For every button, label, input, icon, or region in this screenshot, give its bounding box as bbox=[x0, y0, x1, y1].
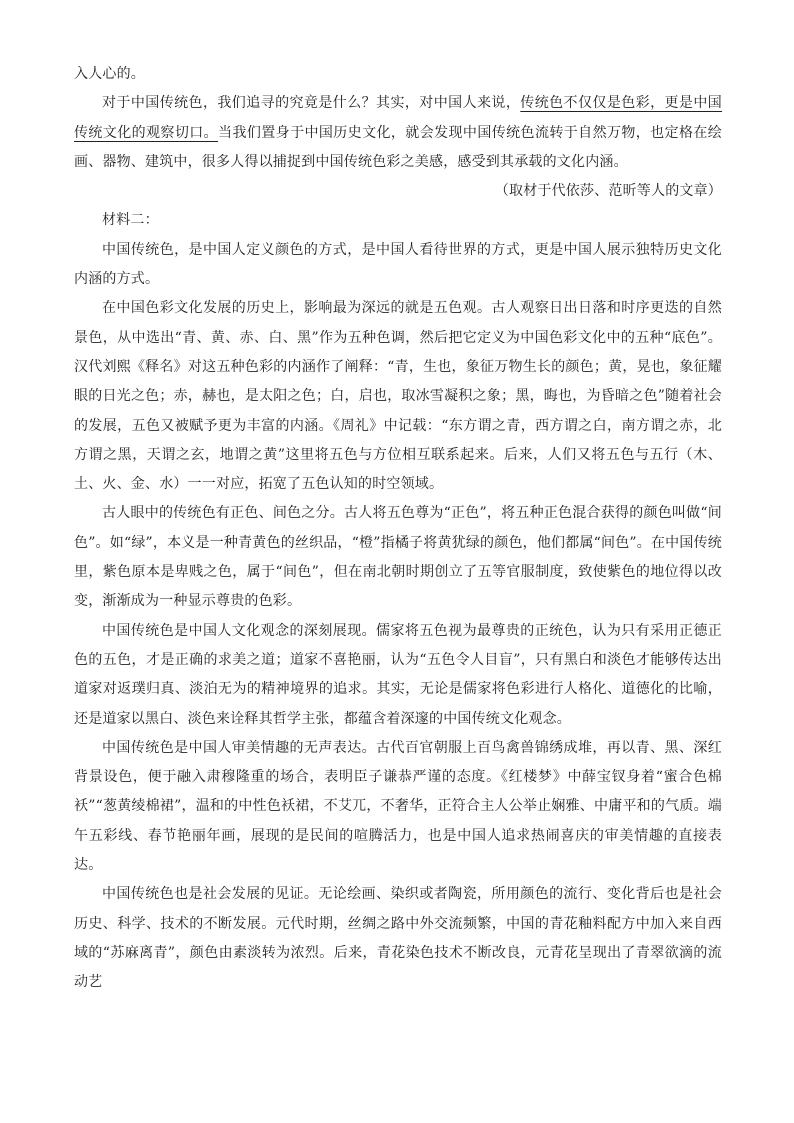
underlined-sentence: 传统色不仅仅是色彩，更是中国传统文化的观察切口。 bbox=[74, 95, 722, 141]
paragraph-definition: 中国传统色，是中国人定义颜色的方式，是中国人看待世界的方式，更是中国人展示独特历史文化内涵的方式。 bbox=[74, 241, 722, 288]
paragraph-primary-secondary: 古人眼中的传统色有正色、间色之分。古人将五色尊为“正色”，将五种正色混合获得的颜色叫做“间色”。如“绿”，本义是一种青黄色的丝织品，“橙”指橘子将黄犹绿的颜色，他们都属“间色”。在中国传统里，紫色原本是卑贱之色，属于“间色”，但在南北朝时期创立了五等官服制度，致使紫色的地位得以改变，渐渐成为一种显示尊贵的色彩。 bbox=[74, 505, 722, 610]
source-citation: （取材于代依莎、范昕等人的文章） bbox=[494, 183, 722, 200]
paragraph-cultural-concepts: 中国传统色是中国人文化观念的深刻展现。儒家将五色视为最尊贵的正统色，认为只有采用正德正色的五色，才是正确的求美之道；道家不喜艳丽，认为“五色令人目盲”，只有黑白和淡色才能够传达出道家对返璞归真、淡泊无为的精神境界的追求。其实，无论是儒家将色彩进行人格化、道德化的比喻，还是道家以黑白、淡色来诠释其哲学主张，都蕴含着深邃的中国传统文化观念。 bbox=[74, 622, 722, 727]
paragraph-five-colors: 在中国色彩文化发展的历史上，影响最为深远的就是五色观。古人观察日出日落和时序更迭的自然景色，从中选出“青、黄、赤、白、黑”作为五种色调，然后把它定义为中国色彩文化中的五种“底色”。汉代刘熙《释名》对这五种色彩的内涵作了阐释：“青，生也，象征万物生长的颜色；黄，晃也，象征耀眼的日光之色；赤，赫也，是太阳之色；白，启也，取冰雪凝积之象；黑，晦也，为昏暗之色”随着社会的发展，五色又被赋予更为丰富的内涵。《周礼》中记载：“东方谓之青，西方谓之白，南方谓之赤，北方谓之黑，天谓之玄，地谓之黄”这里将五色与方位相互联系起来。后来，人们又将五色与五行（木、土、火、金、水）一一对应，拓宽了五色认知的时空领域。 bbox=[74, 300, 722, 493]
paragraph-aesthetics: 中国传统色是中国人审美情趣的无声表达。古代百官朝服上百鸟禽兽锦绣成堆，再以青、黑、深红背景设色，便于融入肃穆隆重的场合，表明臣子谦恭严谨的态度。《红楼梦》中薛宝钗身着“蜜合色棉袄”“葱黄绫棉裙”，温和的中性色袄裙，不艾兀，不奢华，正符合主人公举止娴雅、中庸平和的气质。端午五彩线、春节艳丽年画，展现的是民间的喧腾活力，也是中国人追求热闹喜庆的审美情趣的直接表达。 bbox=[74, 739, 722, 874]
paragraph-observation-start: 对于中国传统色，我们追寻的究竟是什么？其实，对中国人来说， bbox=[102, 95, 521, 112]
paragraph-observation bbox=[74, 89, 722, 177]
material-label: 材料二： bbox=[102, 212, 159, 229]
paragraph-observation-end: 当我们置身于中国历史文化，就会发现中国传统色流转于自然万物，也定格在绘画、器物、建筑中，很多人得以捕捉到中国传统色彩之美感，感受到其承载的文化内涵。 bbox=[74, 124, 722, 170]
paragraph-social-development: 中国传统色也是社会发展的见证。无论绘画、染织或者陶瓷，所用颜色的流行、变化背后也是社会历史、科学、技术的不断发展。元代时期，丝绸之路中外交流频繁，中国的青花釉料配方中加入来自西域的“苏麻离青”，颜色由素淡转为浓烈。后来，青花染色技术不断改良，元青花呈现出了青翠欲滴的流动艺 bbox=[74, 886, 722, 991]
document-body bbox=[74, 60, 722, 998]
paragraph-continuation: 入人心的。 bbox=[74, 66, 145, 82]
